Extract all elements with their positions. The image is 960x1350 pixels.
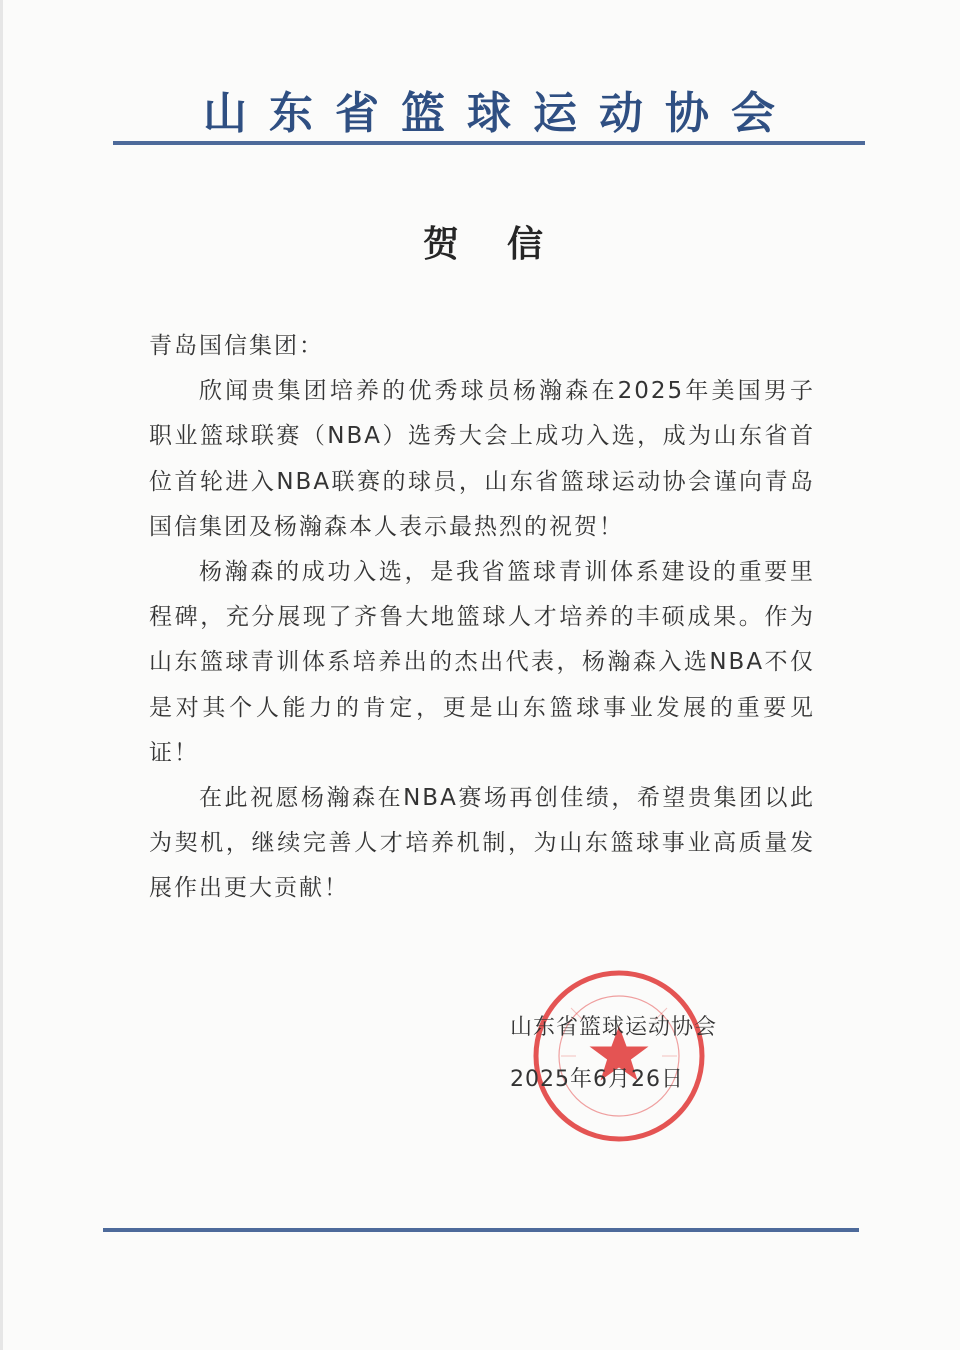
letter-title: 贺信	[422, 223, 591, 265]
paragraph-2: 杨瀚森的成功入选，是我省篮球青训体系建设的重要里程碑，充分展现了齐鲁大地篮球人才培养的丰硕成果。作为山东篮球青训体系培养出的杰出代表，杨瀚森入选NBA不仅是对其个人能力的肯定，更是山东篮球事业发展的重要见证！	[149, 559, 815, 766]
signature-date: 2025年6月26日	[510, 1067, 684, 1092]
signature-organization: 山东省篮球运动协会	[510, 1015, 718, 1040]
letterhead-rule	[113, 141, 865, 145]
official-seal	[531, 968, 707, 1144]
paragraph-3: 在此祝愿杨瀚森在NBA赛场再创佳绩，希望贵集团以此为契机，继续完善人才培养机制，为山东篮球事业高质量发展作出更大贡献！	[149, 785, 815, 902]
salutation: 青岛国信集团：	[149, 333, 324, 359]
paragraph-1: 欣闻贵集团培养的优秀球员杨瀚森在2025年美国男子职业篮球联赛（NBA）选秀大会上成功入选，成为山东省首位首轮进入NBA联赛的球员，山东省篮球运动协会谨向青岛国信集团及杨瀚森本人表示最热烈的祝贺！	[149, 378, 815, 540]
letterhead: 山东省篮球运动协会	[203, 88, 797, 139]
footer-rule	[103, 1228, 859, 1232]
letter-body	[149, 324, 815, 912]
